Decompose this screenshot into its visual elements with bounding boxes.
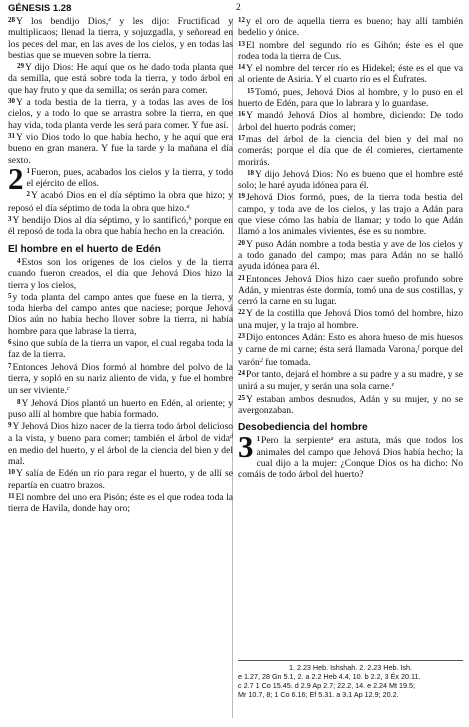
verse-text: y les dijo: Fructificad y multiplicaos; llenad la tierra, y sojuzgadla, y señoread en los peces del mar, en las aves de los cielos, y en todas las bestias que se mueven sobre la tierra. [8, 16, 233, 61]
footnote-marker: e [391, 382, 395, 389]
verse-text: El nombre del segundo río es Gihón; éste es el que rodea toda la tierra de Cus. [238, 39, 463, 62]
verse-text: Y mandó Jehová Dios al hombre, diciendo: De todo árbol del huerto podrás comer; [238, 110, 463, 133]
footnote-marker: a [330, 436, 334, 443]
verse [8, 397, 233, 421]
verse-number: 14 [238, 63, 245, 72]
verse-number: 28 [8, 16, 15, 24]
verse-number: 24 [238, 368, 245, 377]
verse-number: 7 [8, 361, 12, 370]
verse [8, 491, 233, 515]
section-heading: Desobediencia del hombre [238, 422, 368, 434]
verse-number: 30 [8, 97, 15, 106]
left-column [8, 15, 233, 514]
verse [238, 133, 463, 168]
verse-number: 6 [8, 338, 12, 347]
verse-number: 10 [8, 468, 15, 477]
verse-number: 29 [17, 62, 24, 71]
verse-number: 1 [256, 435, 260, 444]
verse-number: 13 [238, 39, 245, 48]
verse [8, 160, 233, 196]
verse [238, 429, 463, 481]
verse-number: 25 [238, 393, 245, 402]
verse [8, 337, 233, 361]
verse-text: Y Jehová Dios plantó un huerto en Edén, al oriente; y puso allí al hombre que había formado. [8, 397, 233, 420]
chapter-number: 3 [238, 429, 254, 465]
verse-text: Y a toda bestia de la tierra, y a todas las aves de los cielos, y a todo lo que se arrastra sobre la tierra, en que hay vida, toda planta verde les será para comer. Y fue así. [8, 97, 233, 131]
verse [8, 214, 233, 238]
verse-text: Estos son los orígenes de los cielos y de la tierra cuando fueron creados, el día que Jehová Dios hizo la tierra y los cielos, [8, 256, 233, 291]
verse-text: Y estaban ambos desnudos, Adán y su mujer, y no se avergonzaban. [238, 393, 463, 416]
footnote-line: c 2.7 1 Co 15.45. d 2.9 Ap 2.7; 22.2, 14. e 2.24 Mt 19.5; [238, 681, 416, 690]
footnote-marker: d [230, 434, 233, 441]
verse [8, 15, 233, 61]
verse-text: Y de la costilla que Jehová Dios tomó del hombre, hizo una mujer, y la trajo al hombre. [238, 308, 463, 331]
verse [8, 420, 233, 467]
verse [238, 62, 463, 86]
footnote-marker: f [417, 345, 420, 352]
verse-text: Y puso Adán nombre a toda bestia y ave de los cielos y a todo ganado del campo; mas para Adán no se halló ayuda idónea para él. [238, 238, 463, 273]
verse-number: 12 [238, 16, 245, 24]
verse-text: Tomó, pues, Jehová Dios al hombre, y lo puso en el huerto de Edén, para que lo labrara y lo guardase. [238, 86, 463, 110]
verse-text: Jehová Dios formó, pues, de la tierra toda bestia del campo, y toda ave de los cielos, y las trajo a Adán para que viese cómo las había de llamar; y todo lo que Adán llamó a los animales vivientes, ése es su nombre. [238, 192, 463, 238]
verse-number: 21 [238, 273, 245, 282]
verse-number: 1 [26, 166, 30, 175]
verse [238, 109, 463, 133]
verse-number: 9 [8, 421, 12, 430]
verse-text: en medio del huerto, y el árbol de la ciencia del bien y del mal. [8, 444, 233, 467]
verse-text: porque en él reposó de toda la obra que había hecho en la creación. [8, 215, 233, 238]
verse-text: Entonces Jehová Dios hizo caer sueño profundo sobre Adán, y mientras éste dormía, tomó una de sus costillas, y cerró la carne en su lugar. [238, 273, 463, 308]
verse [238, 273, 463, 308]
verse-text: Y dijo Jehová Dios: No es bueno que el hombre esté solo; le haré ayuda idónea para él. [238, 168, 463, 192]
right-column [238, 15, 463, 481]
verse-number: 31 [8, 131, 15, 140]
verse [238, 368, 463, 393]
verse-number: 20 [238, 238, 245, 247]
verse-number: 11 [8, 491, 15, 500]
verse [8, 96, 233, 131]
verse [8, 189, 233, 214]
verse-number: 3 [8, 215, 12, 224]
running-reference: GÉNESIS 1.28 [8, 3, 72, 14]
verse-text: Y el nombre del tercer río es Hidekel; éste es el que va al oriente de Asiria. Y el cuarto río es el Éufrates. [238, 63, 463, 86]
page-number: 2 [236, 3, 241, 13]
verse [8, 291, 233, 337]
footnote-line: 1. 2.23 Heb. Ishshah. 2. 2.23 Heb. Ish. [288, 663, 413, 672]
verse-text: mas del árbol de la ciencia del bien y del mal no comerás; porque el día que de él comieres, ciertamente morirás. [238, 133, 463, 168]
chapter-number: 2 [8, 160, 24, 196]
footnotes [238, 660, 463, 699]
verse-text: Y bendijo Dios al día séptimo, y lo santificó, [12, 215, 189, 227]
verse-number: 22 [238, 308, 245, 317]
verse-text: Por tanto, dejará el hombre a su padre y a su madre, y se unirá a su mujer, y serán una sola carne. [238, 368, 463, 393]
verse-text: y toda planta del campo antes que fuese en la tierra, y toda hierba del campo antes que naciese; porque Jehová Dios aún no había hecho llover sobre la tierra, ni había hombre para que labrase la tierra, [8, 291, 233, 337]
verse [238, 307, 463, 331]
verse [8, 467, 233, 491]
verse-text: Pero la serpiente [261, 435, 331, 447]
footnote-marker: c [66, 386, 70, 393]
verse-text: Fueron, pues, acabados los cielos y la tierra, y todo el ejército de ellos. [26, 166, 233, 190]
verse-text: era astuta, más que todos los animales del campo que Jehová Dios había hecho; la cual dijo a la mujer: ¿Conque Dios os ha dicho: No comáis de todo árbol del huerto? [238, 435, 463, 481]
footnote-marker: b [188, 216, 192, 223]
verse-text: Y los bendijo Dios, [16, 16, 109, 27]
verse [238, 168, 463, 192]
verse-text: Y vio Dios todo lo que había hecho, y he aquí que era bueno en gran manera. Y fue la tarde y la mañana el día sexto. [8, 131, 233, 166]
footnote-marker: 2 [259, 357, 263, 364]
verse-number: 8 [17, 397, 21, 406]
verse-text: Entonces Jehová Dios formó al hombre del polvo de la tierra, y sopló en su nariz aliento de vida, y fue el hombre un ser viviente. [8, 361, 233, 397]
verse-number: 17 [238, 133, 245, 142]
verse-number: 2 [26, 190, 30, 199]
verse [238, 86, 463, 110]
footnote-marker: e [108, 17, 111, 23]
verse-text: Y acabó Dios en el día séptimo la obra que hizo; y reposó el día séptimo de toda la obra que hizo. [8, 190, 233, 214]
verse-text: Y dijo Dios: He aquí que os he dado toda planta que da semilla, que está sobre toda la tierra, y todo árbol en que hay fruto y que da semilla; os serán para comer. [8, 62, 233, 96]
verse-number: 15 [247, 86, 254, 95]
verse [8, 256, 233, 291]
verse-text: Dijo entonces Adán: Esto es ahora hueso de mis huesos y carne de mi carne; ésta será llamada Varona, [238, 332, 463, 356]
verse [238, 238, 463, 273]
footnote-line: e 1.27, 28 Gn 5.1, 2. a 2.2 Heb 4.4, 10. b 2.2, 3 Éx 20.11. [238, 672, 421, 681]
verse-text: sino que subía de la tierra un vapor, el cual regaba toda la faz de la tierra. [8, 338, 233, 361]
verse-text: Y salía de Edén un río para regar el huerto, y de allí se repartía en cuatro brazos. [8, 468, 233, 491]
verse [238, 331, 463, 368]
verse [238, 39, 463, 63]
verse-number: 4 [17, 256, 21, 265]
verse-number: 16 [238, 110, 245, 119]
section-heading: El hombre en el huerto de Edén [8, 243, 161, 255]
verse-text: Y Jehová Dios hizo nacer de la tierra todo árbol delicioso a la vista, y bueno para comer; también el árbol de vida [8, 421, 233, 445]
verse-text: y el oro de aquella tierra es bueno; hay allí también bedelio y ónice. [238, 16, 463, 39]
page-header [8, 3, 461, 15]
verse [8, 131, 233, 166]
verse-number: 19 [238, 192, 245, 201]
verse-text: fue tomada. [262, 356, 311, 368]
verse-number: 23 [238, 332, 245, 341]
verse-text: El nombre del uno era Pisón; éste es el que rodea toda la tierra de Havila, donde hay oro; [8, 491, 233, 515]
footnote-line: Mr 10.7, 8; 1 Co 6.16; Ef 5.31. a 3.1 Ap 12.9; 20.2. [238, 690, 399, 699]
verse-text: porque del varón [238, 344, 463, 368]
verse [8, 61, 233, 96]
verse [238, 15, 463, 39]
verse [238, 393, 463, 417]
verse [8, 361, 233, 397]
verse [238, 191, 463, 237]
verse-number: 5 [8, 291, 12, 300]
verse-number: 18 [247, 168, 254, 177]
footnote-marker: a [186, 203, 190, 210]
